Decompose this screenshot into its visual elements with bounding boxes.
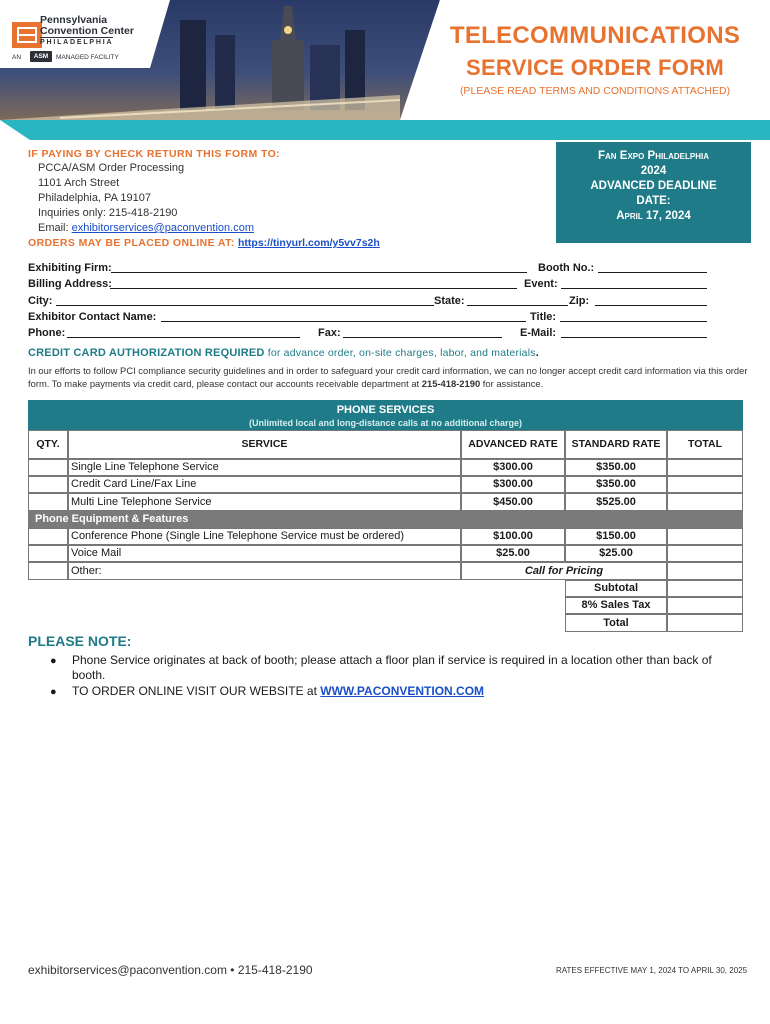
- billing-address-field[interactable]: [110, 288, 517, 289]
- total-input[interactable]: [667, 528, 743, 545]
- title-label: Title:: [530, 311, 557, 323]
- credit-card-notice-text: In our efforts to follow PCI compliance security guidelines and in order to safeguard your credit card information, we can no longer accept credit card information via this order form. To make payments via credit card, please contact our accounts receivable department at: [28, 365, 748, 389]
- contact-name-label: Exhibitor Contact Name:: [28, 311, 157, 323]
- grand-total-input[interactable]: [667, 614, 743, 632]
- table-title: PHONE SERVICES: [336, 404, 435, 416]
- header-advanced-rate: ADVANCED RATE: [461, 430, 565, 459]
- website-link[interactable]: WWW.PACONVENTION.COM: [320, 684, 485, 698]
- email-link[interactable]: exhibitorservices@paconvention.com: [71, 222, 254, 234]
- logo-text-line3: PHILADELPHIA: [40, 39, 114, 46]
- call-for-pricing: Call for Pricing: [461, 562, 667, 580]
- phone-label: Phone:: [28, 327, 66, 339]
- subtotal-label: Subtotal: [565, 580, 667, 597]
- standard-rate: $350.00: [565, 476, 667, 493]
- deadline-label: ADVANCED DEADLINE: [590, 180, 717, 192]
- footer-contact: exhibitorservices@paconvention.com • 215-418-2190: [28, 963, 313, 977]
- deadline-event: Fan Expo Philadelphia: [598, 150, 709, 162]
- inquiries-line: Inquiries only: 215-418-2190: [38, 207, 178, 219]
- total-input[interactable]: [667, 459, 743, 476]
- form-title-line2: SERVICE ORDER FORM: [465, 55, 725, 80]
- total-label: Total: [565, 614, 667, 632]
- total-input[interactable]: [667, 493, 743, 511]
- note-bullet-2: [72, 684, 742, 699]
- header-total: TOTAL: [667, 430, 743, 459]
- email-field[interactable]: [561, 337, 707, 338]
- teal-stripe: [0, 120, 770, 140]
- header-standard-rate: STANDARD RATE: [565, 430, 667, 459]
- qty-input[interactable]: [28, 545, 68, 562]
- logo-text-line2: Convention Center: [40, 25, 134, 37]
- fax-field[interactable]: [343, 337, 502, 338]
- service-name: Other:: [68, 562, 461, 580]
- credit-card-notice-end: for assistance.: [480, 378, 544, 389]
- table-title-band: [28, 400, 743, 430]
- deadline-date: April 17, 2024: [616, 210, 691, 222]
- service-name: Single Line Telephone Service: [68, 459, 461, 476]
- qty-input[interactable]: [28, 459, 68, 476]
- contact-name-field[interactable]: [161, 321, 526, 322]
- header-service: SERVICE: [68, 430, 461, 459]
- equipment-section-band: Phone Equipment & Features: [28, 511, 743, 528]
- event-field[interactable]: [561, 288, 707, 289]
- advanced-rate: $300.00: [461, 459, 565, 476]
- billing-address-label: Billing Address:: [28, 278, 112, 290]
- credit-card-heading-period: .: [535, 347, 539, 359]
- online-order-line: [28, 237, 380, 249]
- accounts-phone: 215-418-2190: [421, 378, 481, 389]
- logo-an: AN: [12, 54, 22, 61]
- advanced-rate: $100.00: [461, 528, 565, 545]
- bullet-icon: ●: [50, 655, 57, 667]
- deadline-box: [556, 142, 751, 243]
- email-line: [38, 222, 254, 234]
- qty-input[interactable]: [28, 562, 68, 580]
- logo-mark-icon: [12, 22, 42, 48]
- advanced-rate: $450.00: [461, 493, 565, 511]
- event-label: Event:: [524, 278, 558, 290]
- state-field[interactable]: [467, 305, 568, 306]
- form-title-line1: TELECOMMUNICATIONS: [449, 22, 741, 49]
- address-line-1: PCCA/ASM Order Processing: [38, 162, 185, 174]
- bullet-icon: ●: [50, 686, 57, 698]
- title-field[interactable]: [560, 321, 707, 322]
- credit-card-heading-main: CREDIT CARD AUTHORIZATION REQUIRED: [28, 347, 265, 359]
- service-name: Conference Phone (Single Line Telephone Service must be ordered): [68, 528, 461, 545]
- credit-card-notice: [28, 364, 748, 390]
- logo-managed-facility: MANAGED FACILITY: [56, 54, 119, 61]
- header-qty: QTY.: [28, 430, 68, 459]
- note-bullet-2-text: TO ORDER ONLINE VISIT OUR WEBSITE at: [72, 684, 321, 698]
- asm-logo: ASM: [30, 51, 52, 62]
- online-order-label: ORDERS MAY BE PLACED ONLINE AT:: [28, 237, 238, 249]
- email-label-field: E-Mail:: [520, 327, 557, 339]
- logo-text-line1: Pennsylvania: [40, 14, 108, 26]
- online-order-link[interactable]: https://tinyurl.com/y5vv7s2h: [238, 237, 380, 249]
- credit-card-heading-rest: for advance order, on-site charges, labor, and materials: [264, 347, 536, 359]
- credit-card-heading: [28, 347, 539, 359]
- qty-input[interactable]: [28, 493, 68, 511]
- check-payment-heading: IF PAYING BY CHECK RETURN THIS FORM TO:: [28, 148, 281, 160]
- qty-input[interactable]: [28, 528, 68, 545]
- standard-rate: $350.00: [565, 459, 667, 476]
- city-field[interactable]: [56, 305, 434, 306]
- advanced-rate: $300.00: [461, 476, 565, 493]
- total-input[interactable]: [667, 476, 743, 493]
- zip-field[interactable]: [595, 305, 707, 306]
- deadline-date-label: DATE:: [636, 195, 671, 207]
- advanced-rate: $25.00: [461, 545, 565, 562]
- state-label: State:: [434, 295, 465, 307]
- total-input[interactable]: [667, 545, 743, 562]
- qty-input[interactable]: [28, 476, 68, 493]
- zip-label: Zip:: [569, 295, 590, 307]
- booth-no-label: Booth No.:: [538, 262, 595, 274]
- city-label: City:: [28, 295, 53, 307]
- service-name: Credit Card Line/Fax Line: [68, 476, 461, 493]
- phone-field[interactable]: [67, 337, 300, 338]
- exhibiting-firm-label: Exhibiting Firm:: [28, 262, 112, 274]
- service-name: Multi Line Telephone Service: [68, 493, 461, 511]
- standard-rate: $150.00: [565, 528, 667, 545]
- service-name: Voice Mail: [68, 545, 461, 562]
- table-subtitle: (Unlimited local and long-distance calls at no additional charge): [248, 418, 523, 428]
- booth-no-field[interactable]: [598, 272, 707, 273]
- footer-rates-effective: RATES EFFECTIVE MAY 1, 2024 TO APRIL 30, 2025: [556, 966, 748, 975]
- form-subtitle: (PLEASE READ TERMS AND CONDITIONS ATTACHED): [459, 85, 731, 97]
- total-input[interactable]: [667, 562, 743, 580]
- address-line-3: Philadelphia, PA 19107: [38, 192, 151, 204]
- fax-label: Fax:: [318, 327, 341, 339]
- sales-tax-input[interactable]: [667, 597, 743, 614]
- deadline-year: 2024: [640, 165, 667, 177]
- email-label: Email:: [38, 222, 72, 234]
- note-bullet-1: Phone Service originates at back of booth; please attach a floor plan if service is required in a location other than back of booth.: [72, 653, 712, 682]
- sales-tax-label: 8% Sales Tax: [565, 597, 667, 614]
- address-line-2: 1101 Arch Street: [38, 177, 120, 189]
- standard-rate: $25.00: [565, 545, 667, 562]
- standard-rate: $525.00: [565, 493, 667, 511]
- subtotal-input[interactable]: [667, 580, 743, 597]
- exhibiting-firm-field[interactable]: [111, 272, 527, 273]
- please-note-heading: PLEASE NOTE:: [28, 633, 132, 649]
